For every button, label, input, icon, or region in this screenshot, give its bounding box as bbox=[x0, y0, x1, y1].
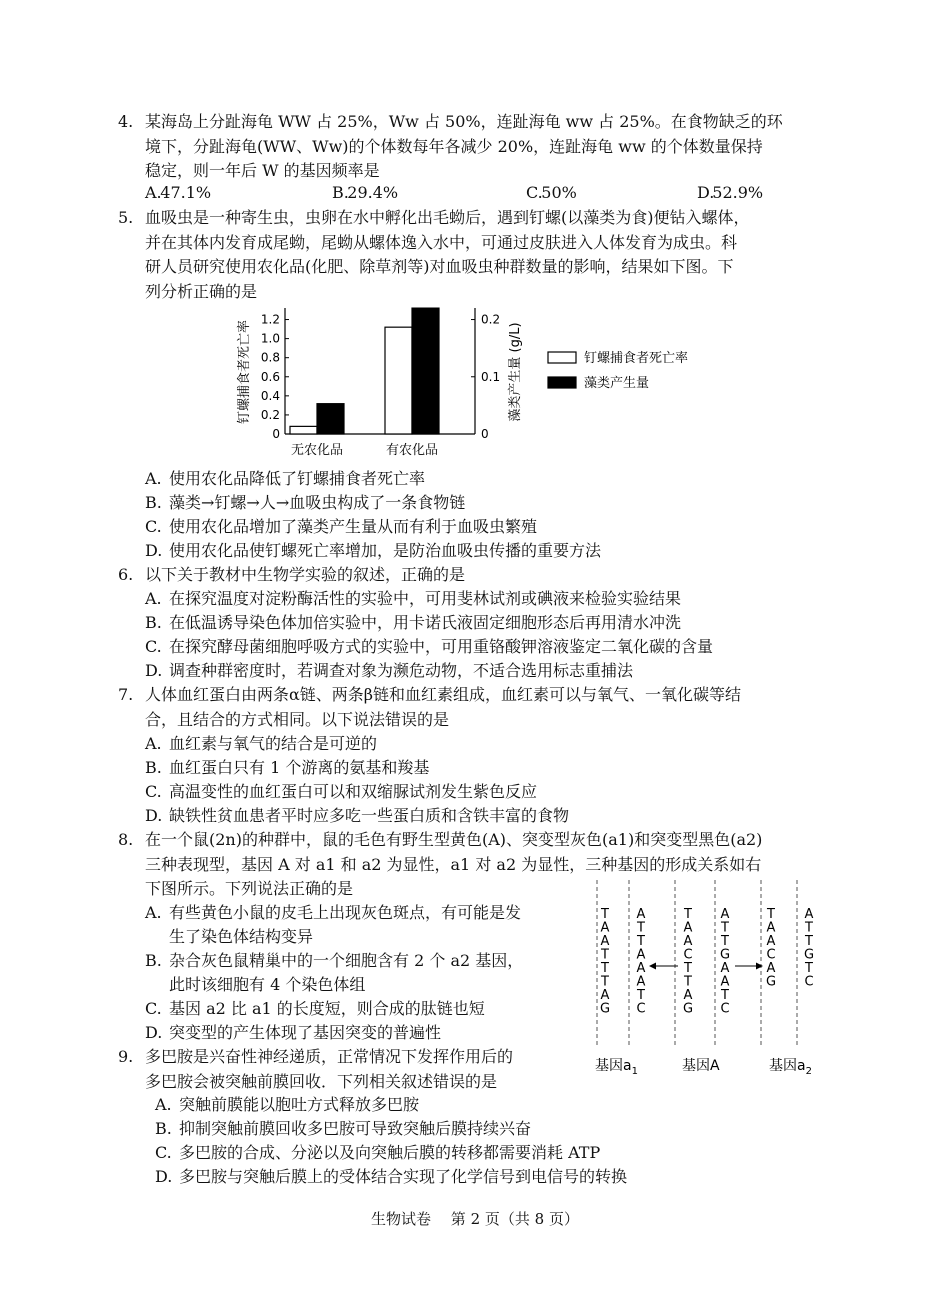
base-letter: A bbox=[636, 961, 646, 976]
gene-label-subscript: 2 bbox=[805, 1066, 812, 1077]
right-tick-label: 0.1 bbox=[481, 369, 501, 384]
base-letter: A bbox=[683, 920, 693, 936]
q8-option-a: A. 有些黄色小鼠的皮毛上出现灰色斑点，有可能是发 生了染色体结构变异 bbox=[145, 903, 522, 946]
left-tick-label: 0 bbox=[272, 427, 280, 441]
left-tick-label: 1.0 bbox=[260, 331, 280, 346]
q6-option-c: C. 在探究酵母菌细胞呼吸方式的实验中，可用重铬酸钾溶液鉴定二氧化碳的含量 bbox=[145, 637, 714, 656]
question-number: 4. bbox=[118, 112, 134, 131]
q7-option-b: B. 血红蛋白只有 1 个游离的氨基和羧基 bbox=[145, 758, 430, 777]
stem-line: 某海岛上分趾海龟 WW 占 25%，Ww 占 50%，连趾海龟 ww 占 25%。在食物缺乏的环 bbox=[145, 112, 783, 131]
question-5-stem bbox=[118, 206, 838, 304]
legend-label: 藻类产生量 bbox=[584, 376, 650, 391]
option-b: B. 29.4% bbox=[332, 183, 399, 202]
base-letter: A bbox=[600, 934, 610, 949]
q6-option-a: A. 在探究温度对淀粉酶活性的实验中，可用斐林试剂或碘液来检验实验结果 bbox=[145, 589, 682, 608]
base-letter: G bbox=[765, 974, 777, 990]
base-letter: T bbox=[805, 934, 813, 949]
base-letter: T bbox=[684, 961, 692, 976]
base-letter: T bbox=[767, 907, 775, 922]
option-a: A. 47.1% bbox=[145, 183, 212, 202]
gene-label-subscript: 1 bbox=[631, 1066, 638, 1077]
category-label: 有农化品 bbox=[385, 443, 439, 458]
q6-option-d: D. 调查种群密度时，若调查对象为濒危动物，不适合选用标志重捕法 bbox=[145, 661, 634, 680]
stem-line: 下图所示。下列说法正确的是 bbox=[145, 879, 354, 898]
left-tick-label: 0.8 bbox=[260, 350, 280, 365]
arrow-head-right bbox=[756, 963, 763, 970]
question-number: 5. bbox=[118, 208, 134, 227]
q8-option-b: B. 杂合灰色鼠精巢中的一个细胞含有 2 个 a2 基因， 此时该细胞有 4 个染色体组 bbox=[145, 951, 524, 994]
q5-option-c: C. 使用农化品增加了藻类产生量从而有利于血吸虫繁殖 bbox=[145, 517, 538, 536]
base-letter: A bbox=[600, 988, 610, 1003]
right-tick-label: 0 bbox=[481, 427, 489, 441]
base-letter: G bbox=[682, 1001, 694, 1017]
base-letter: A bbox=[720, 907, 730, 922]
question-number: 8. bbox=[118, 830, 134, 849]
base-letter: T bbox=[601, 947, 609, 963]
option-d: D. 52.9% bbox=[697, 183, 764, 202]
question-4-stem bbox=[118, 110, 838, 184]
stem-line: 并在其体内发育成尾蚴，尾蚴从螺体逸入水中，可通过皮肤进入人体发育为成虫。科 bbox=[145, 232, 738, 252]
base-letter: A bbox=[600, 920, 610, 936]
legend-swatch bbox=[548, 377, 576, 388]
stem-line: 以下关于教材中生物学实验的叙述，正确的是 bbox=[145, 565, 466, 584]
base-letter: T bbox=[721, 988, 729, 1003]
base-letter: G bbox=[719, 947, 731, 963]
base-letter: A bbox=[766, 934, 776, 949]
question-number: 7. bbox=[118, 685, 134, 704]
base-letter: T bbox=[637, 920, 645, 936]
base-letter: A bbox=[683, 988, 693, 1003]
base-letter: T bbox=[637, 934, 645, 949]
q5-option-a: A. 使用农化品降低了钉螺捕食者死亡率 bbox=[145, 469, 426, 488]
base-letter: A bbox=[766, 961, 776, 976]
q5-option-d: D. 使用农化品使钉螺死亡率增加，是防治血吸虫传播的重要方法 bbox=[145, 541, 602, 560]
arrow-head-left bbox=[649, 963, 656, 970]
base-letter: C bbox=[720, 1001, 730, 1017]
base-letter: C bbox=[636, 1001, 646, 1017]
question-number: 9. bbox=[118, 1047, 134, 1066]
legend-label: 钉螺捕食者死亡率 bbox=[584, 351, 689, 366]
q6-option-b: B. 在低温诱导染色体加倍实验中，用卡诺氏液固定细胞形态后再用清水冲洗 bbox=[145, 613, 682, 632]
base-letter: G bbox=[599, 1001, 611, 1017]
base-letter: A bbox=[636, 907, 646, 922]
base-letter: A bbox=[636, 947, 646, 963]
base-letter: T bbox=[721, 934, 729, 949]
stem-line: 列分析正确的是 bbox=[145, 281, 258, 301]
q7-option-a: A. 血红素与氧气的结合是可逆的 bbox=[145, 734, 378, 753]
stem-line: 研人员研究使用农化品(化肥、除草剂等)对血吸虫种群数量的影响，结果如下图。下 bbox=[145, 257, 734, 276]
stem-line: 稳定，则一年后 W 的基因频率是 bbox=[145, 161, 380, 180]
q9-option-c: C. 多巴胺的合成、分泌以及向突触后膜的转移都需要消耗 ATP bbox=[155, 1143, 601, 1162]
left-tick-label: 0.6 bbox=[260, 369, 280, 384]
q9-option-d: D. 多巴胺与突触后膜上的受体结合实现了化学信号到电信号的转换 bbox=[155, 1167, 628, 1186]
base-letter: A bbox=[766, 920, 776, 936]
q5-option-b: B. 藻类→钉螺→人→血吸虫构成了一条食物链 bbox=[145, 493, 466, 512]
base-letter: A bbox=[720, 961, 730, 976]
base-letter: A bbox=[683, 934, 693, 949]
left-tick-label: 0.4 bbox=[260, 388, 280, 403]
left-tick-label: 0.2 bbox=[260, 407, 280, 422]
stem-line: 血吸虫是一种寄生虫，虫卵在水中孵化出毛蚴后，遇到钉螺(以藻类为食)便钻入螺体， bbox=[145, 208, 750, 227]
base-letter: T bbox=[805, 961, 813, 976]
base-letter: A bbox=[804, 907, 814, 922]
base-letter: T bbox=[684, 974, 692, 990]
bar-algae-production bbox=[317, 404, 344, 434]
q9-option-b: B. 抑制突触前膜回收多巴胺可导致突触后膜持续兴奋 bbox=[155, 1119, 532, 1138]
left-tick-label: 1.2 bbox=[260, 312, 280, 327]
base-letter: C bbox=[683, 947, 693, 963]
question-6-stem bbox=[118, 563, 838, 588]
base-letter: T bbox=[637, 988, 645, 1003]
right-tick-label: 0.2 bbox=[481, 312, 501, 327]
stem-line: 多巴胺会被突触前膜回收．下列相关叙述错误的是 bbox=[145, 1071, 498, 1091]
bar-algae-production bbox=[412, 308, 439, 434]
base-letter: A bbox=[720, 974, 730, 990]
question-7-stem bbox=[118, 683, 838, 732]
q8-option-c: C. 基因 a2 比 a1 的长度短，则合成的肽链也短 bbox=[145, 999, 485, 1018]
stem-line: 境下，分趾海龟(WW、Ww)的个体数每年各减少 20%，连趾海龟 ww 的个体数量保持 bbox=[145, 136, 763, 156]
q7-option-c: C. 高温变性的血红蛋白可以和双缩脲试剂发生紫色反应 bbox=[145, 782, 538, 801]
bar-predator-mortality bbox=[290, 426, 317, 434]
gene-label: 基因$a_1$ bbox=[595, 1058, 638, 1077]
stem-line: 在一个鼠(2n)的种群中，鼠的毛色有野生型黄色(A)、突变型灰色(a1)和突变型黑色(a2) bbox=[145, 830, 763, 849]
legend-swatch bbox=[548, 352, 576, 363]
gene-label: 基因$a_2$ bbox=[769, 1058, 812, 1077]
bar-predator-mortality bbox=[385, 327, 412, 434]
stem-line: 人体血红蛋白由两条α链、两条β链和血红素组成，血红素可以与氧气、一氧化碳等结 bbox=[145, 685, 742, 704]
base-letter: T bbox=[601, 907, 609, 922]
base-letter: T bbox=[805, 920, 813, 936]
category-label: 无农化品 bbox=[290, 443, 344, 458]
question-number: 6. bbox=[118, 565, 134, 584]
stem-line: 三种表现型，基因 A 对 a1 和 a2 为显性，a1 对 a2 为显性，三种基因的形成关系如右 bbox=[145, 854, 762, 874]
base-letter: T bbox=[601, 961, 609, 976]
base-letter: C bbox=[766, 947, 776, 963]
base-letter: G bbox=[803, 947, 815, 963]
base-letter: T bbox=[721, 920, 729, 936]
bar-chart bbox=[230, 295, 730, 465]
page-footer: 生物试卷 第 2 页（共 8 页） bbox=[371, 1210, 579, 1228]
stem-line: 合，且结合的方式相同。以下说法错误的是 bbox=[145, 709, 450, 729]
option-c: C. 50% bbox=[526, 183, 577, 202]
right-axis-title: 藻类产生量 (g/L) bbox=[508, 322, 523, 422]
base-letter: T bbox=[684, 907, 692, 922]
q9-option-a: A. 突触前膜能以胞吐方式释放多巴胺 bbox=[155, 1095, 420, 1114]
q7-option-d: D. 缺铁性贫血患者平时应多吃一些蛋白质和含铁丰富的食物 bbox=[145, 806, 570, 825]
base-letter: A bbox=[636, 974, 646, 990]
gene-label: 基因A bbox=[682, 1058, 720, 1074]
base-letter: C bbox=[804, 974, 814, 990]
left-axis-title: 钉螺捕食者死亡率 bbox=[237, 319, 252, 425]
stem-line: 多巴胺是兴奋性神经递质，正常情况下发挥作用后的 bbox=[145, 1047, 514, 1066]
base-letter: T bbox=[601, 974, 609, 990]
q8-option-d: D. 突变型的产生体现了基因突变的普遍性 bbox=[145, 1023, 442, 1042]
question-9-stem bbox=[118, 1045, 838, 1094]
